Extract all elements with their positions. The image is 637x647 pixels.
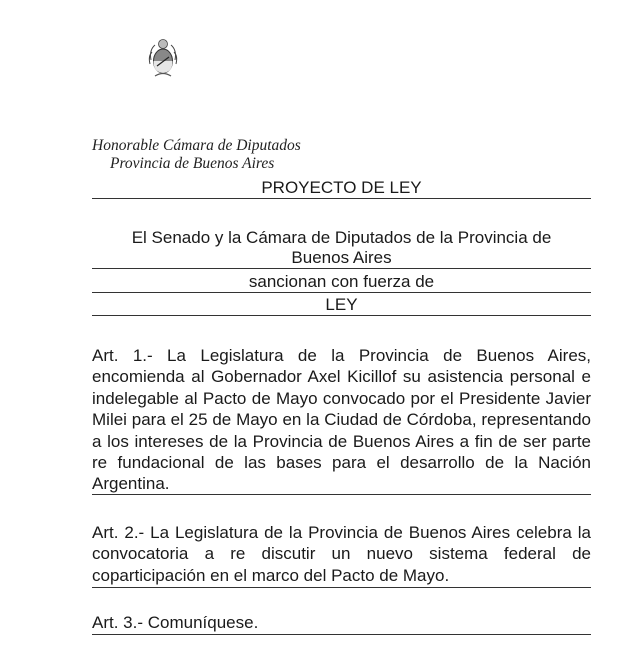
preamble-line-1: El Senado y la Cámara de Diputados de la Provincia de bbox=[131, 228, 552, 247]
document-title: PROYECTO DE LEY bbox=[92, 178, 591, 199]
institution-header bbox=[92, 137, 301, 173]
header-province: Provincia de Buenos Aires bbox=[110, 155, 275, 172]
preamble-line-4: LEY bbox=[92, 295, 591, 316]
article-2: Art. 2.- La Legislatura de la Provincia de Buenos Aires celebra la convocatoria a re discutir un nuevo sistema federal de coparticipación en el marco del Pacto de Mayo. bbox=[92, 522, 591, 588]
article-1: Art. 1.- La Legislatura de la Provincia de Buenos Aires, encomienda al Gobernador Axel Kicillof su asistencia personal e indelegable al Pacto de Mayo convocado por el Presidente Javier Milei para el 25 de Mayo en la Ciudad de Córdoba, representando a los intereses de la Provincia de Buenos Aires a fin de ser parte re fundacional de las bases para el desarrollo de la Nación Argentina. bbox=[92, 346, 591, 494]
preamble-line-3: sancionan con fuerza de bbox=[92, 272, 591, 293]
preamble-line-2: Buenos Aires bbox=[92, 248, 591, 269]
header-chamber: Honorable Cámara de Diputados bbox=[92, 137, 301, 154]
coat-of-arms-icon bbox=[146, 36, 180, 78]
article-3: Art. 3.- Comuníquese. bbox=[92, 612, 591, 635]
